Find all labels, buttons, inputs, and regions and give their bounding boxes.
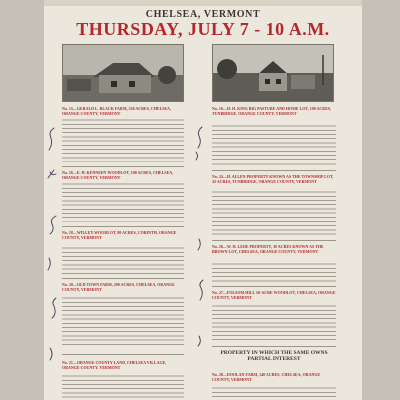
location-heading: CHELSEA, VERMONT [145,9,261,20]
listing-caption: No. 18—WILLEY WOODLOT, 80 ACRES, CORINTH, ORANGE COUNTY, VERMONT [62,230,177,240]
listing-caption: No. 27—FOLSOM HILL 50-ACRE WOODLOT, CHELSEA, ORANGE COUNTY, VERMONT [212,290,336,300]
listing-caption: No. 26—W. H. LEDE PROPERTY, 30 ACRES KNOWN AS THE BROWN LOT, CHELSEA, ORANGE COUNTY, VERMONT [212,244,324,254]
date-heading: THURSDAY, JULY 7 - 10 A.M. [76,19,330,39]
listing-caption: No. 15—GERALD L. BLACK FARM, 250 ACRES, CHELSEA, ORANGE COUNTY, VERMONT [62,106,172,116]
listing-caption: No. 16—E. H. KENNEDY WOODLOT, 100 ACRES, CHELSEA, ORANGE COUNTY, VERMONT [62,170,174,180]
listing-caption: No. 16—H. H. KING BIG PASTURE AND HOME LOT, 100 ACRES, TUNBRIDGE, ORANGE COUNTY, VERMONT [212,106,332,116]
partial-interest-heading: PROPERTY IN WHICH THE SAME OWNS PARTIAL INTEREST [220,350,328,362]
listing-caption: No. 20—OLD TOWN FARM, 200 ACRES, CHELSEA, ORANGE COUNTY, VERMONT [62,282,175,292]
listing-caption: No. 28—DOOLAN FARM, 140 ACRES, CHELSEA, ORANGE COUNTY, VERMONT [212,372,321,382]
listing-caption: No. 24—H. ALLEN PROPERTY KNOWN AS THE TOWNSHIP LOT, 32 ACRES, TUNBRIDGE, ORANGE COUNTY, VERMONT [212,174,334,184]
listing-caption: No. 21—ORANGE COUNTY LAND, CHELSEA VILLAGE, ORANGE COUNTY, VERMONT [62,360,167,370]
